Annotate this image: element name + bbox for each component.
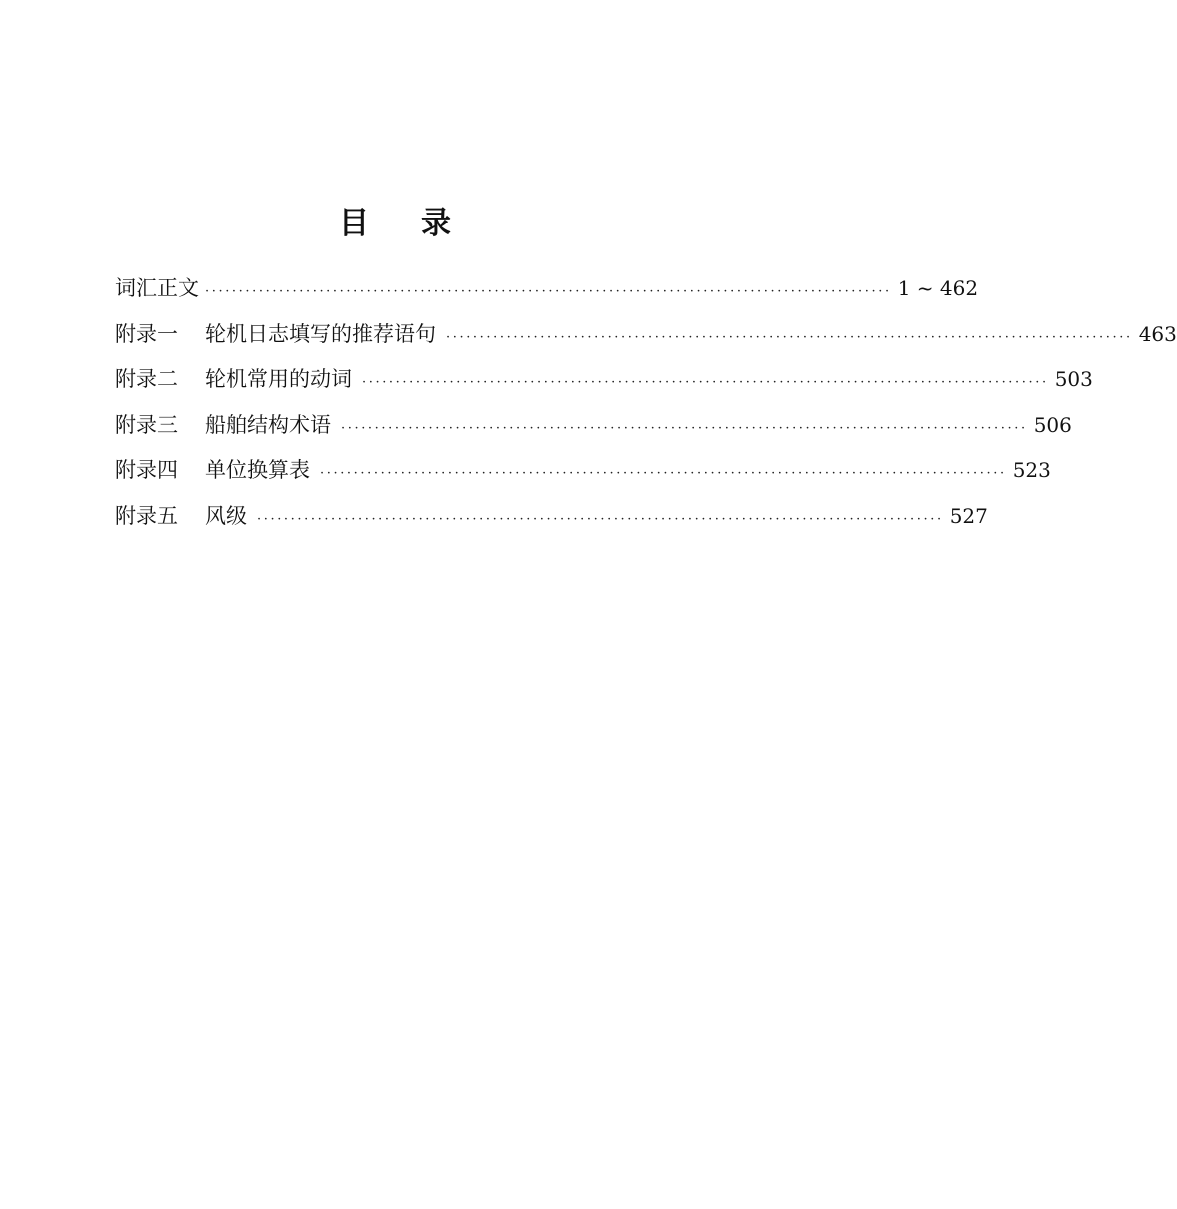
toc-entry-prefix: 附录二 [115, 367, 178, 391]
toc-leader-dots: ······································································································ [320, 466, 1007, 481]
toc-leader-dots: ······································································································ [446, 329, 1133, 345]
title-char-right: 录 [421, 206, 451, 241]
toc-entry-page: 463 [1138, 321, 1177, 346]
toc-entry[interactable] [115, 453, 1051, 499]
toc-leader-dots: ······································································································ [257, 511, 944, 527]
toc-entry[interactable] [115, 499, 988, 545]
toc-entry-page: 506 [1033, 412, 1072, 437]
toc-entry[interactable] [115, 362, 1093, 408]
toc-entry-page: 1 ~ 462 [897, 276, 979, 300]
toc-entry[interactable] [115, 408, 1072, 454]
toc-entry-label: 船舶结构术语 [205, 412, 331, 437]
toc-leader-dots: ······································································································ [362, 375, 1049, 390]
toc-entry-page: 527 [949, 503, 988, 528]
toc-entry-label: 轮机日志填写的推荐语句 [205, 321, 436, 346]
toc-entry[interactable] [115, 317, 1177, 363]
toc-entry-label: 单位换算表 [205, 458, 310, 482]
title-char-left: 目 [339, 206, 369, 241]
toc-entry-prefix: 附录一 [115, 321, 178, 346]
toc-entry-label: 词汇正文 [115, 276, 199, 300]
toc-entry-prefix: 附录四 [115, 458, 178, 482]
toc-entry-label: 轮机常用的动词 [205, 367, 352, 391]
toc-entry-prefix: 附录三 [115, 412, 178, 437]
toc-leader-dots: ······································································································ [205, 284, 892, 299]
toc-entry[interactable] [115, 271, 979, 317]
toc-entry-prefix: 附录五 [115, 503, 178, 528]
toc-leader-dots: ······································································································ [341, 420, 1028, 436]
toc-entry-label: 风级 [205, 503, 247, 528]
page-title [0, 204, 790, 244]
toc-entry-page: 523 [1012, 458, 1051, 482]
toc-entry-page: 503 [1054, 367, 1093, 391]
toc-list [115, 271, 1177, 544]
